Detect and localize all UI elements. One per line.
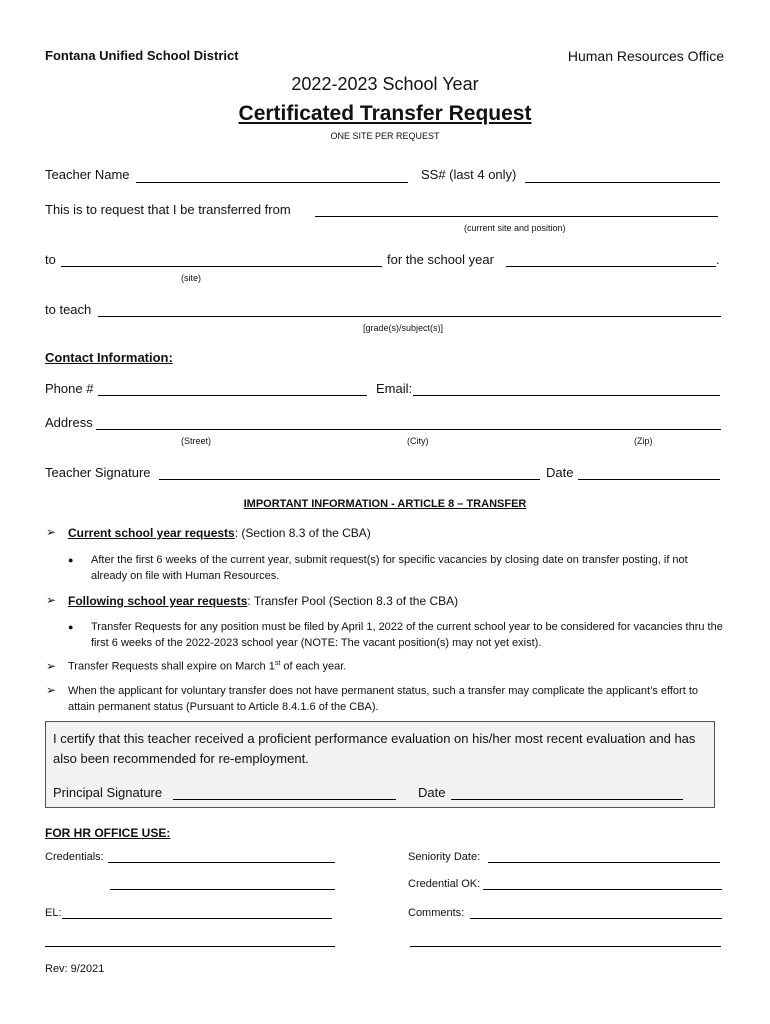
ss-label: SS# (last 4 only) — [421, 167, 517, 182]
el-field-2[interactable] — [45, 946, 335, 947]
current-site-hint: (current site and position) — [464, 223, 566, 233]
dot-bullet-icon: ● — [68, 622, 74, 632]
teacher-date-field[interactable] — [578, 479, 720, 480]
following-year-title: Following school year requests — [68, 594, 248, 608]
to-teach-label: to teach — [45, 302, 92, 317]
school-year-field[interactable] — [506, 266, 716, 267]
phone-field[interactable] — [98, 395, 367, 396]
expire-text-b: of each year. — [280, 660, 347, 673]
credentials-field-2[interactable] — [110, 889, 335, 890]
revision-label: Rev: 9/2021 — [45, 963, 105, 975]
seniority-date-label: Seniority Date: — [408, 851, 481, 863]
address-field[interactable] — [96, 429, 721, 430]
city-hint: (City) — [407, 436, 429, 446]
transfer-from-label: This is to request that I be transferred from — [45, 202, 291, 217]
grade-subject-hint: [grade(s)/subject(s)] — [363, 323, 444, 333]
principal-date-field[interactable] — [451, 799, 683, 800]
zip-hint: (Zip) — [634, 436, 653, 446]
principal-date-label: Date — [418, 785, 446, 800]
school-year-label: for the school year — [387, 252, 494, 267]
credential-ok-field[interactable] — [483, 889, 722, 890]
comments-label: Comments: — [408, 907, 465, 919]
current-year-item — [68, 526, 371, 540]
credential-ok-label: Credential OK: — [408, 878, 481, 890]
teacher-name-label: Teacher Name — [45, 167, 130, 182]
el-field[interactable] — [62, 918, 332, 919]
following-year-detail: Transfer Requests for any position must be filed by April 1, 2022 of the current school year to be considered for vacancies thru the first 6 weeks of the 2022-2023 school year (NOTE: The vacant position(s) may not yet exist). — [91, 621, 723, 649]
phone-label: Phone # — [45, 381, 94, 396]
teacher-signature-field[interactable] — [159, 479, 540, 480]
dot-bullet-icon: ● — [68, 555, 74, 565]
ss-field[interactable] — [525, 182, 720, 183]
seniority-date-field[interactable] — [488, 862, 720, 863]
principal-signature-label: Principal Signature — [53, 785, 163, 800]
following-year-item — [68, 594, 458, 608]
comments-field-2[interactable] — [410, 946, 721, 947]
expire-text-a: Transfer Requests shall expire on March 1 — [68, 660, 275, 673]
address-label: Address — [45, 415, 93, 430]
form-title: Certificated Transfer Request — [238, 102, 532, 125]
site-hint: (site) — [181, 273, 201, 283]
principal-signature-field[interactable] — [173, 799, 396, 800]
to-label: to — [45, 252, 56, 267]
street-hint: (Street) — [181, 436, 212, 446]
arrow-bullet-icon: ➢ — [46, 683, 57, 697]
transfer-from-field[interactable] — [315, 216, 718, 217]
expire-sup: st — [274, 660, 281, 667]
current-year-title: Current school year requests — [68, 526, 235, 540]
school-year-heading: 2022-2023 School Year — [291, 74, 479, 94]
teacher-date-label: Date — [546, 465, 574, 480]
current-year-detail: After the first 6 weeks of the current year, submit request(s) for specific vacancies by closing date on transfer posting, if not already on file with Human Resources. — [91, 554, 688, 582]
arrow-bullet-icon: ➢ — [46, 593, 57, 607]
form-subtitle: ONE SITE PER REQUEST — [330, 131, 440, 141]
teacher-signature-label: Teacher Signature — [45, 465, 151, 480]
current-year-rest: : (Section 8.3 of the CBA) — [234, 526, 371, 540]
arrow-bullet-icon: ➢ — [46, 659, 57, 673]
permanent-status-item: When the applicant for voluntary transfer does not have permanent status, such a transfer may complicate the applicant’s effort to attain permanent status (Pursuant to Article 8.4.1.6 of the CBA). — [68, 685, 698, 713]
teacher-name-field[interactable] — [136, 182, 408, 183]
district-name: Fontana Unified School District — [45, 48, 239, 63]
certification-text: I certify that this teacher received a proficient performance evaluation on his/her most recent evaluation and has also been recommended for re-employment. — [53, 731, 696, 766]
to-site-field[interactable] — [61, 266, 382, 267]
hr-office-heading: FOR HR OFFICE USE: — [45, 826, 171, 840]
important-heading: IMPORTANT INFORMATION - ARTICLE 8 – TRANSFER — [243, 498, 527, 510]
expire-item — [68, 660, 346, 673]
contact-heading: Contact Information: — [45, 350, 173, 365]
email-label: Email: — [376, 381, 413, 396]
to-teach-field[interactable] — [98, 316, 721, 317]
arrow-bullet-icon: ➢ — [46, 525, 57, 539]
comments-field[interactable] — [470, 918, 722, 919]
credentials-field[interactable] — [108, 862, 335, 863]
office-name: Human Resources Office — [567, 48, 724, 64]
email-field[interactable] — [413, 395, 720, 396]
credentials-label: Credentials: — [45, 851, 104, 863]
principal-certification-box — [45, 721, 715, 808]
el-label: EL: — [45, 907, 62, 919]
following-year-rest: : Transfer Pool (Section 8.3 of the CBA) — [247, 594, 459, 608]
period-mark: . — [716, 252, 720, 267]
